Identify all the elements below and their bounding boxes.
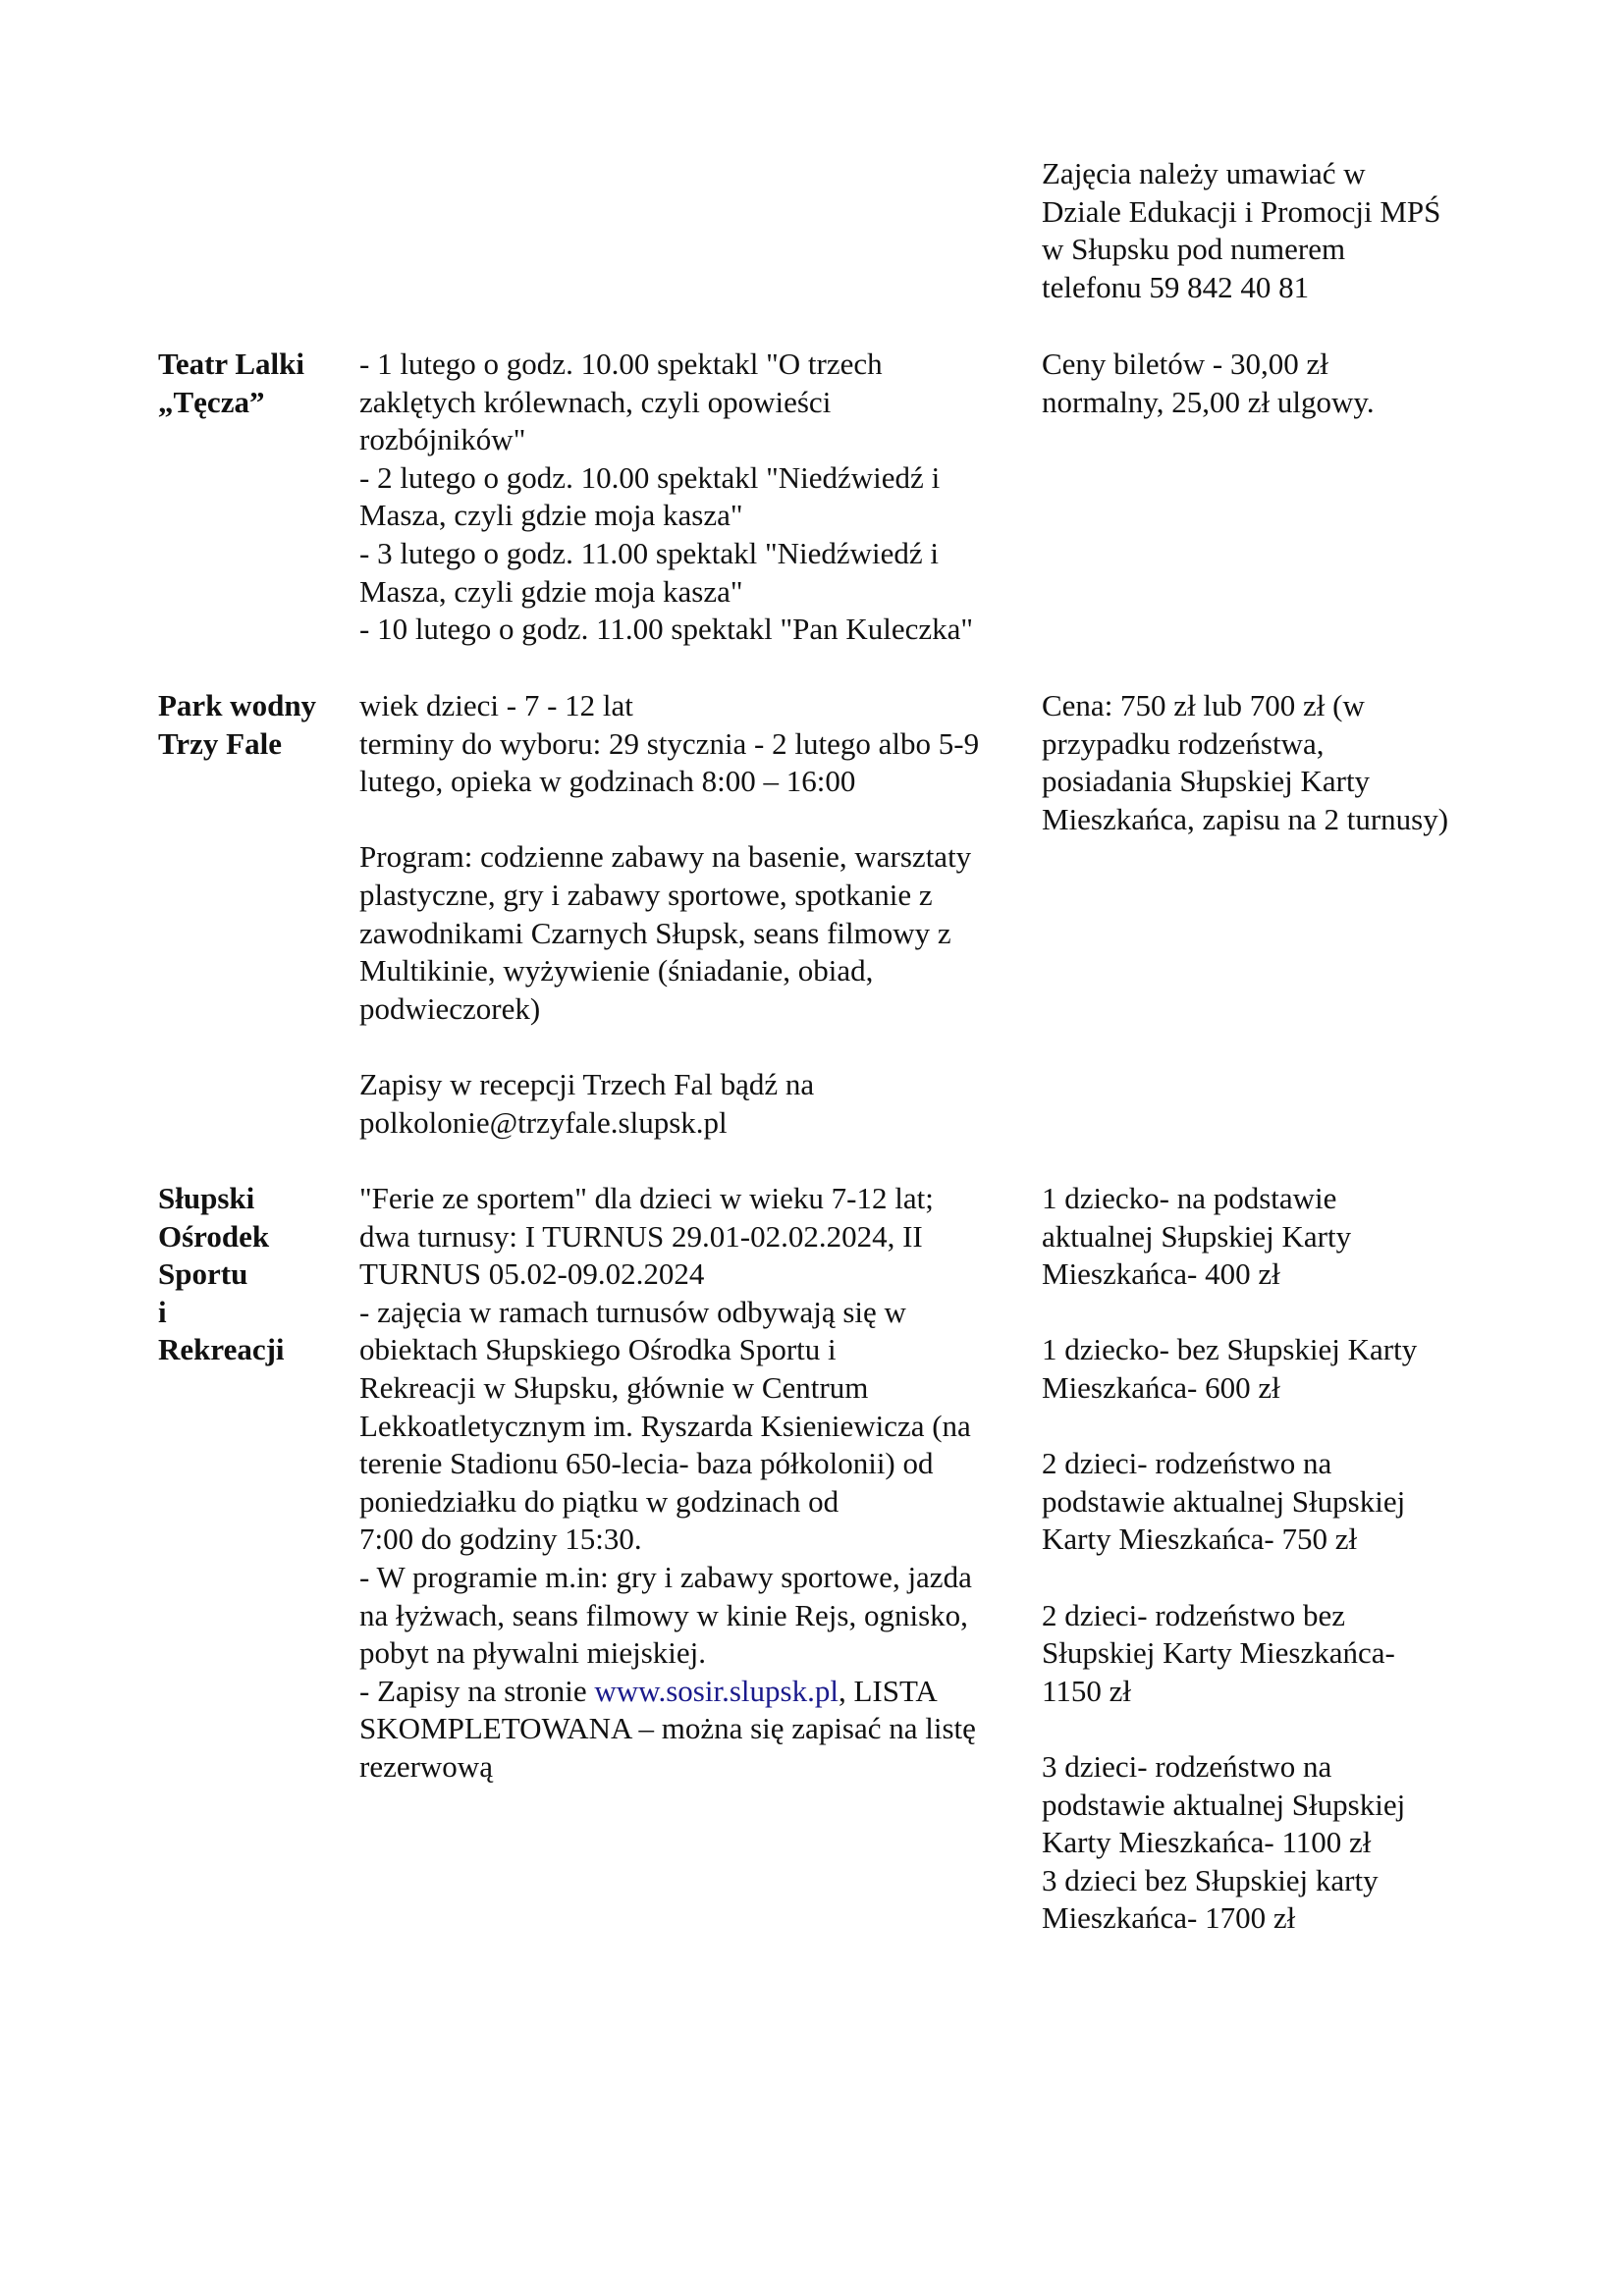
sosir-website-link[interactable]: www.sosir.slupsk.pl: [594, 1673, 839, 1708]
venue-name-teatr: Teatr Lalki „Tęcza”: [158, 347, 305, 419]
price-info-sosir: 1 dziecko- na podstawie aktualnej Słupskiej Karty Mieszkańca- 400 zł 1 dziecko- bez Słupskiej Karty Mieszkańca- 600 zł 2 dzieci- rodzeństwo na podstawie aktualnej Słupskiej Karty Mieszkańca- 750 zł 2 dzieci- rodzeństwo bez Słupskiej Karty Mieszkańca- 1150 zł 3 dzieci- rodzeństwo na podstawie aktualnej Słupskiej Karty Mieszkańca- 1100 zł 3 dzieci bez Słupskiej karty Mieszkańca- 1700 zł: [1042, 1181, 1418, 1936]
description-sosir-tail: , LISTA SKOMPLETOWANA – można się zapisać na listę rezerwową: [359, 1673, 976, 1784]
description-park: wiek dzieci - 7 - 12 lat terminy do wyboru: 29 stycznia - 2 lutego albo 5-9 lutego, opieka w godzinach 8:00 – 16:00 Program: codzienne zabawy na basenie, warsztaty plastyczne, gry i zabawy sportowe, spotkanie z zawodnikami Czarnych Słupsk, seans filmowy z Multikinie, wyżywienie (śniadanie, obiad, podwieczorek) Zapisy w recepcji Trzech Fal bądź na polkolonie@trzyfale.slupsk.pl: [359, 688, 980, 1140]
price-info-teatr: Ceny biletów - 30,00 zł normalny, 25,00 zł ulgowy.: [1042, 347, 1375, 419]
price-info-park: Cena: 750 zł lub 700 zł (w przypadku rodzeństwa, posiadania Słupskiej Karty Mieszkańca, zapisu na 2 turnusy): [1042, 688, 1449, 836]
description-teatr: - 1 lutego o godz. 10.00 spektakl "O trzech zaklętych królewnach, czyli opowieści rozbójników" - 2 lutego o godz. 10.00 spektakl "Niedźwiedź i Masza, czyli gdzie moja kasza" - 3 lutego o godz. 11.00 spektakl "Niedźwiedź i Masza, czyli gdzie moja kasza" - 10 lutego o godz. 11.00 spektakl "Pan Kuleczka": [359, 347, 974, 647]
description-sosir-main: "Ferie ze sportem" dla dzieci w wieku 7-12 lat; dwa turnusy: I TURNUS 29.01-02.02.2024, II TURNUS 05.02-09.02.2024 - zajęcia w ramach turnusów odbywają się w obiektach Słupskiego Ośrodka Sportu i Rekreacji w Słupsku, głównie w Centrum Lekkoatletycznym im. Ryszarda Ksieniewicza (na terenie Stadionu 650-lecia- baza półkolonii) od poniedziałku do piątku w godzinach od 7:00 do godziny 15:30. - W programie m.in: gry i zabawy sportowe, jazda na łyżwach, seans filmowy w kinie Rejs, ognisko, pobyt na pływalni miejskiej. - Zapisy na stronie: [359, 1181, 972, 1708]
description-sosir: [359, 1180, 1047, 1787]
venue-name-sosir: Słupski Ośrodek Sportu i Rekreacji: [158, 1181, 285, 1367]
top-note: Zajęcia należy umawiać w Dziale Edukacji i Promocji MPŚ w Słupsku pod numerem telefonu 59 842 40 81: [1042, 156, 1441, 304]
venue-name-park: Park wodny Trzy Fale: [158, 688, 317, 761]
